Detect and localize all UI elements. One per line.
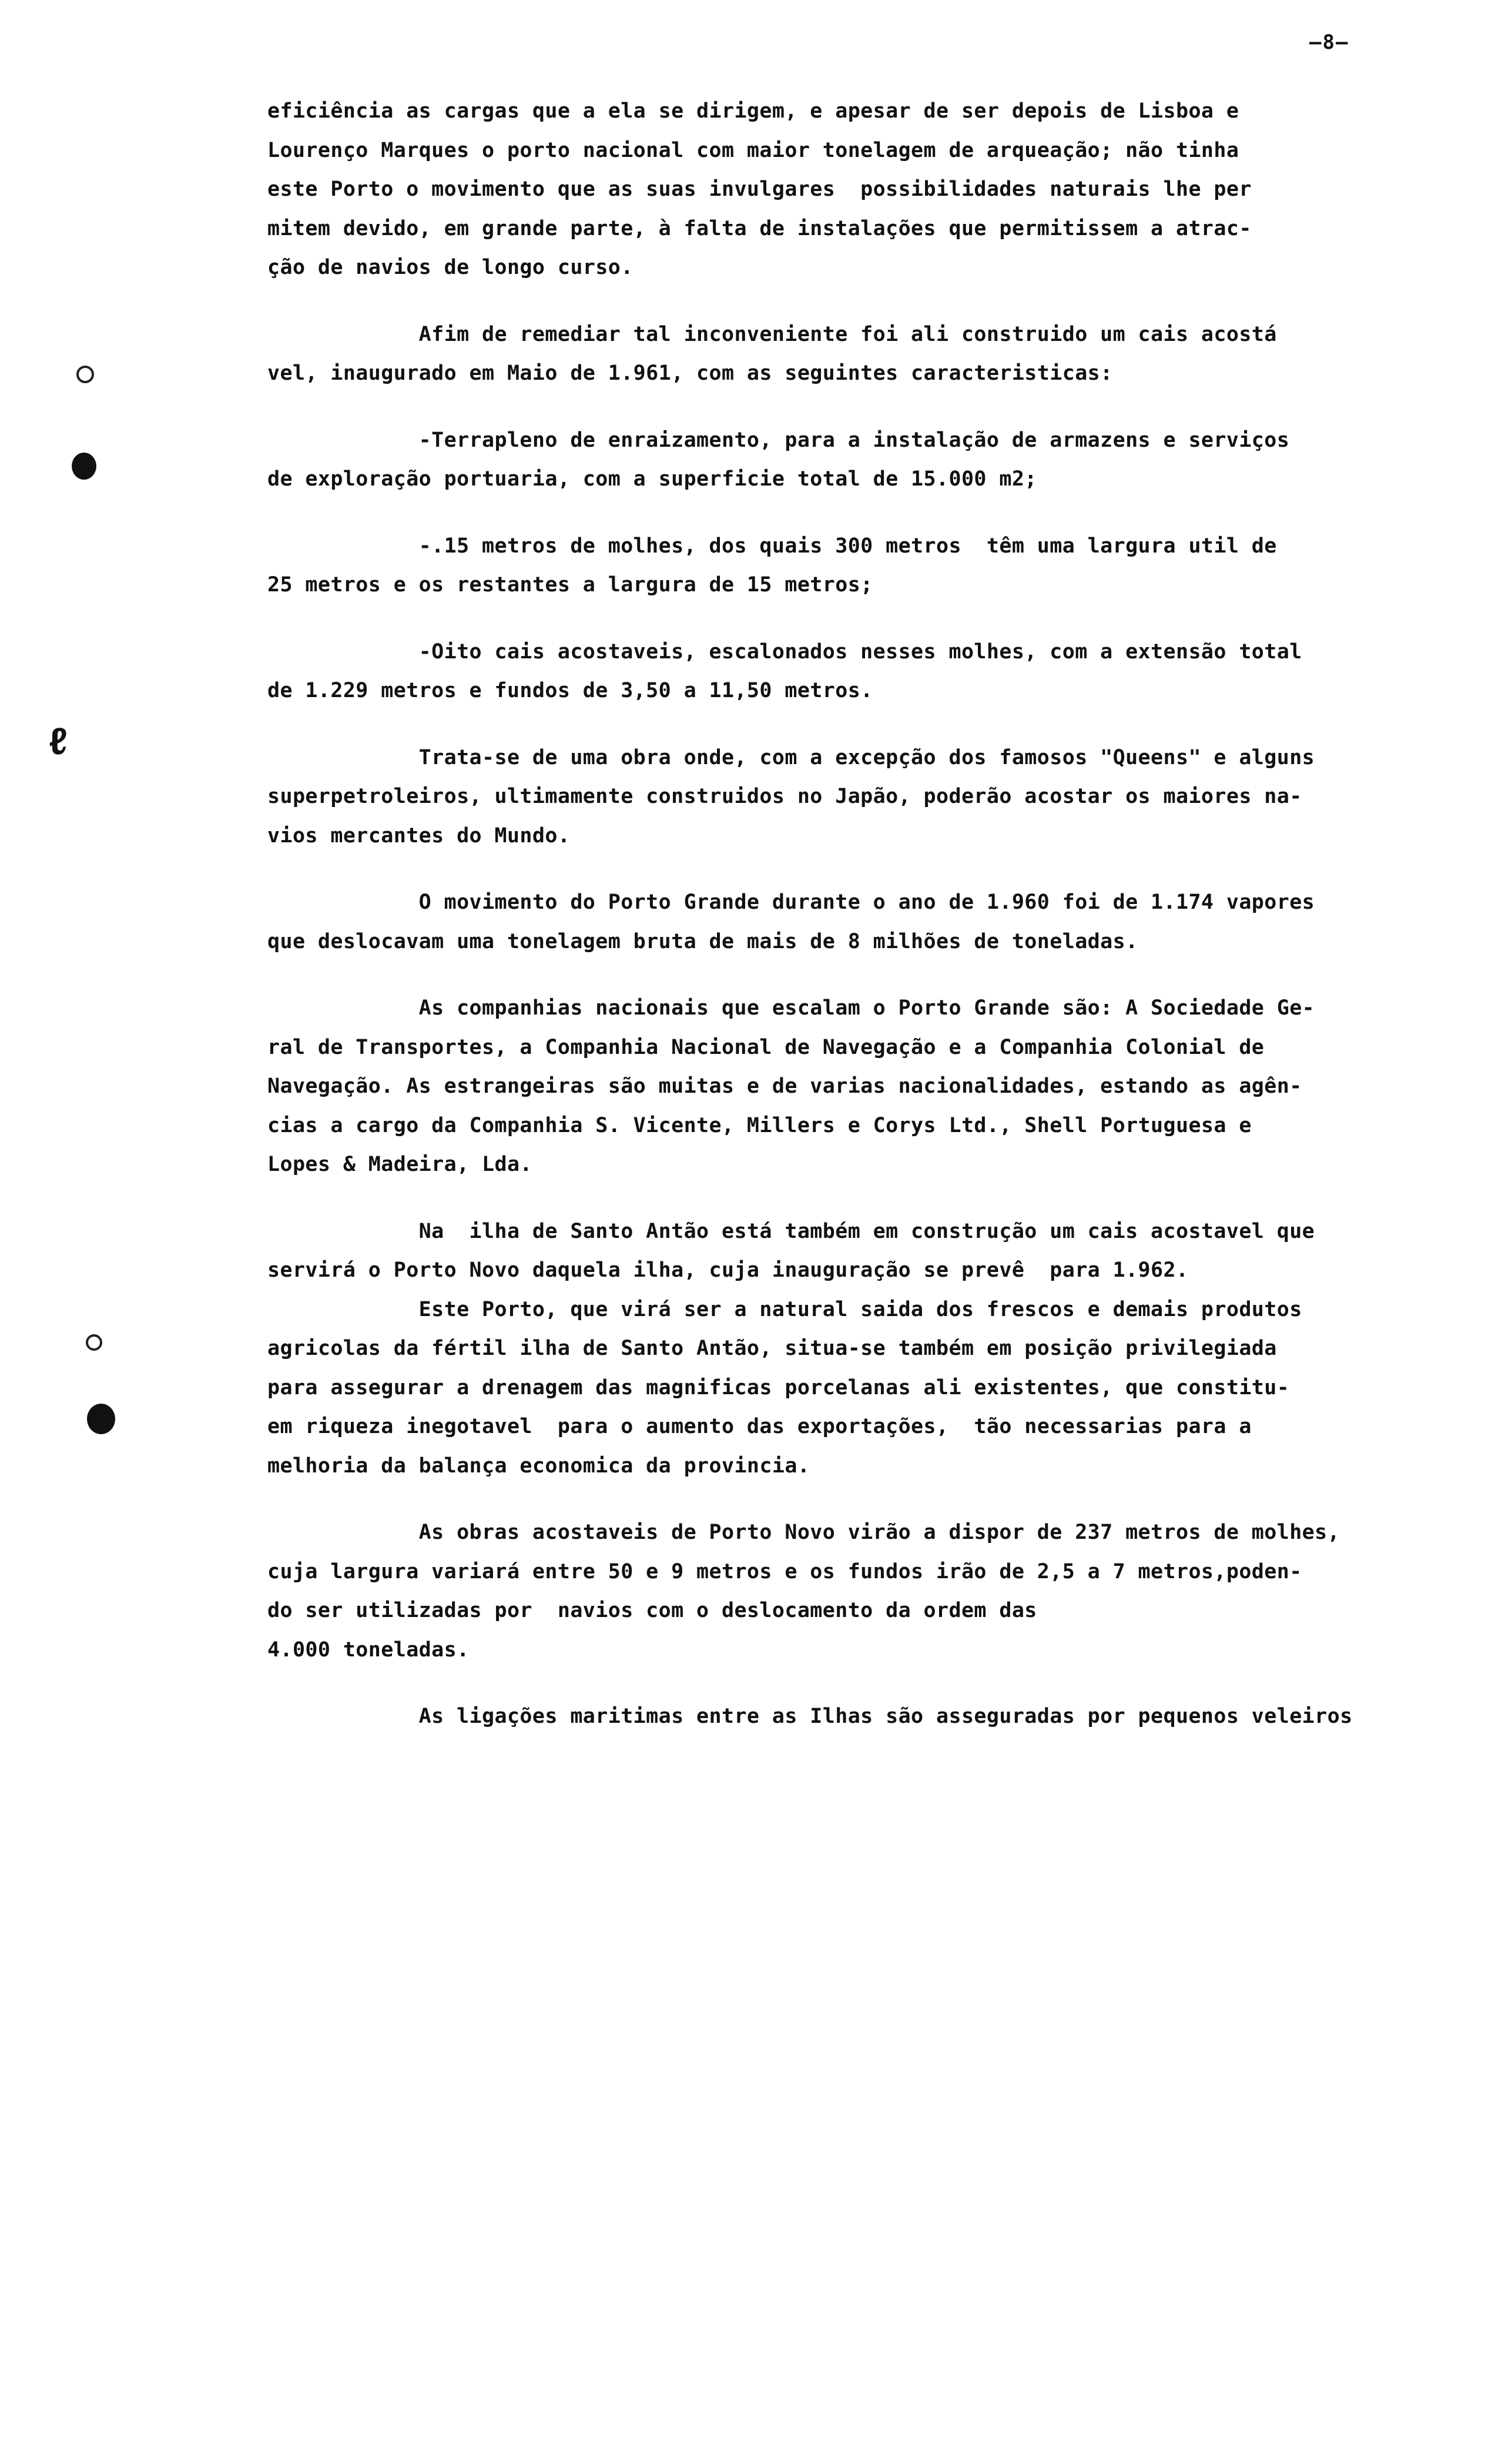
text-line: de 1.229 metros e fundos de 3,50 a 11,50 metros. bbox=[267, 679, 873, 702]
text-line: ral de Transportes, a Companhia Nacional de Navegação e a Companhia Colonial de bbox=[267, 1035, 1265, 1059]
paragraph-gap bbox=[267, 1184, 1419, 1212]
text-line: Afim de remediar tal inconveniente foi ali construido um cais acostá bbox=[267, 322, 1277, 346]
paragraph-gap bbox=[267, 499, 1419, 527]
text-line: do ser utilizadas por navios com o deslocamento da ordem das bbox=[267, 1599, 1037, 1622]
text-line: As companhias nacionais que escalam o Porto Grande são: A Sociedade Ge- bbox=[267, 996, 1315, 1020]
text-line: cias a cargo da Companhia S. Vicente, Millers e Corys Ltd., Shell Portuguesa e bbox=[267, 1113, 1252, 1137]
text-line: Na ilha de Santo Antão está também em construção um cais acostavel que bbox=[267, 1219, 1315, 1243]
paragraph-gap bbox=[267, 605, 1419, 632]
text-line: cuja largura variará entre 50 e 9 metros e os fundos irão de 2,5 a 7 metros,poden- bbox=[267, 1559, 1302, 1583]
paragraph-gap bbox=[267, 1669, 1419, 1697]
punch-hole-ring-icon bbox=[86, 1334, 102, 1351]
text-line: que deslocavam uma tonelagem bruta de mais de 8 milhões de toneladas. bbox=[267, 929, 1138, 953]
text-line: de exploração portuaria, com a superficie total de 15.000 m2; bbox=[267, 467, 1037, 491]
text-line: eficiência as cargas que a ela se dirigem, e apesar de ser depois de Lisboa e bbox=[267, 99, 1239, 123]
text-line: Lourenço Marques o porto nacional com maior tonelagem de arqueação; não tinha bbox=[267, 138, 1239, 162]
text-line: mitem devido, em grande parte, à falta de instalações que permitissem a atrac- bbox=[267, 216, 1252, 240]
text-line: Navegação. As estrangeiras são muitas e de varias nacionalidades, estando as agên- bbox=[267, 1074, 1302, 1098]
document-body bbox=[267, 92, 1419, 1736]
page-number: —8— bbox=[1309, 31, 1349, 54]
text-line: em riqueza inegotavel para o aumento das exportações, tão necessarias para a bbox=[267, 1415, 1252, 1438]
paragraph-gap bbox=[267, 393, 1419, 421]
text-line: Este Porto, que virá ser a natural saida dos frescos e demais produtos bbox=[267, 1297, 1302, 1321]
text-line: Lopes & Madeira, Lda. bbox=[267, 1153, 532, 1176]
text-line: 25 metros e os restantes a largura de 15 metros; bbox=[267, 573, 873, 597]
text-line: -Terrapleno de enraizamento, para a instalação de armazens e serviços bbox=[267, 428, 1290, 452]
paragraph-gap bbox=[267, 961, 1419, 989]
text-line: 4.000 toneladas. bbox=[267, 1638, 470, 1662]
text-line: superpetroleiros, ultimamente construidos no Japão, poderão acostar os maiores na- bbox=[267, 785, 1302, 808]
punch-hole-ring-icon bbox=[76, 366, 94, 383]
text-line: -.15 metros de molhes, dos quais 300 metros têm uma largura util de bbox=[267, 534, 1277, 558]
text-line: As ligações maritimas entre as Ilhas são asseguradas por pequenos veleiros bbox=[267, 1705, 1353, 1728]
text-line: vel, inaugurado em Maio de 1.961, com as seguintes caracteristicas: bbox=[267, 361, 1113, 385]
paragraph-gap bbox=[267, 287, 1419, 315]
punch-hole-icon bbox=[72, 453, 96, 480]
text-line: As obras acostaveis de Porto Novo virão a dispor de 237 metros de molhes, bbox=[267, 1521, 1340, 1544]
paragraph-gap bbox=[267, 855, 1419, 883]
text-line: Trata-se de uma obra onde, com a excepção dos famosos "Queens" e alguns bbox=[267, 745, 1315, 769]
text-line: servirá o Porto Novo daquela ilha, cuja inauguração se prevê para 1.962. bbox=[267, 1258, 1189, 1282]
punch-hole-icon bbox=[87, 1404, 115, 1434]
text-line: O movimento do Porto Grande durante o ano de 1.960 foi de 1.174 vapores bbox=[267, 890, 1315, 914]
text-line: melhoria da balança economica da provincia. bbox=[267, 1454, 810, 1478]
text-line: para assegurar a drenagem das magnificas porcelanas ali existentes, que constitu- bbox=[267, 1375, 1290, 1400]
margin-tick-mark: ℓ bbox=[47, 720, 70, 764]
text-line: -Oito cais acostaveis, escalonados nesses molhes, com a extensão total bbox=[267, 640, 1302, 664]
paragraph-gap bbox=[267, 711, 1419, 738]
text-line: agricolas da fértil ilha de Santo Antão, situa-se também em posição privilegiada bbox=[267, 1337, 1277, 1360]
text-line: vios mercantes do Mundo. bbox=[267, 823, 571, 848]
paragraph-gap bbox=[267, 1485, 1419, 1513]
text-line: ção de navios de longo curso. bbox=[267, 256, 633, 279]
text-line: este Porto o movimento que as suas invulgares possibilidades naturais lhe per bbox=[267, 178, 1252, 201]
